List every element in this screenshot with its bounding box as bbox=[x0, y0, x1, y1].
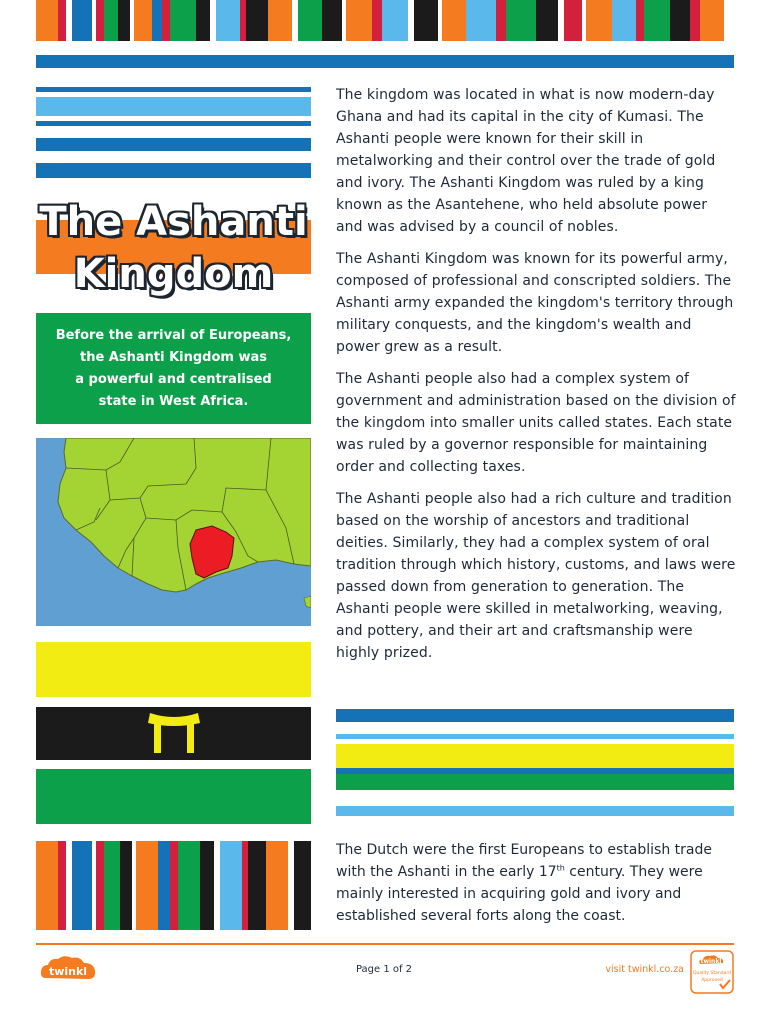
badge-line-1: Quality Standard bbox=[693, 971, 731, 976]
intro-text bbox=[56, 325, 292, 413]
stripe-blue-left-2 bbox=[36, 121, 311, 126]
stool-icon bbox=[36, 707, 311, 760]
intro-line: Before the arrival of Europeans, bbox=[55, 327, 292, 343]
paragraph bbox=[336, 839, 736, 927]
stripe-blue-top bbox=[36, 55, 734, 68]
dutch-paragraph bbox=[336, 839, 736, 927]
stripe-blue-left-3 bbox=[36, 138, 311, 151]
stripe-yellow-right bbox=[336, 744, 734, 768]
dutch-text-end: century. They were mainly interested in acquiring gold and ivory and established several forts along the coast. bbox=[336, 864, 703, 924]
badge-line-2: Approved bbox=[701, 978, 723, 983]
title-line-2: Kingdom bbox=[73, 251, 274, 297]
stripe-lightblue-right-1 bbox=[336, 734, 734, 739]
footer-divider bbox=[36, 943, 734, 945]
intro-line: a powerful and centralised bbox=[75, 371, 272, 387]
stripe-blue-right-1 bbox=[336, 709, 734, 722]
badge-title: twinkl bbox=[700, 958, 722, 965]
black-symbol-block bbox=[36, 707, 311, 760]
intro-line: the Ashanti Kingdom was bbox=[79, 349, 267, 365]
intro-box bbox=[36, 313, 311, 424]
stripe-green-block bbox=[36, 769, 311, 824]
dutch-text-start: The Dutch were the first Europeans to establish trade with the Ashanti in the early 17 bbox=[336, 842, 712, 880]
stripe-lightblue-left bbox=[36, 97, 311, 116]
stripe-green-right bbox=[336, 774, 734, 790]
paragraph: The Ashanti people also had a rich culture and tradition based on the worship of ancestors and traditional deities. Similarly, they had a complex system of oral tradition through which history, customs, and laws were passed down from generation to generation. The Ashanti people were skilled in metalworking, weaving, and pottery, and their art and craftsmanship were highly prized. bbox=[336, 491, 736, 661]
paragraph: The Ashanti people also had a complex system of government and administration based on the division of the kingdom into smaller units called states. Each state was ruled by a governor responsible for maintaining order and collecting taxes. bbox=[336, 371, 736, 475]
title-line-1: The Ashanti bbox=[39, 199, 308, 245]
quality-badge-svg bbox=[690, 950, 734, 994]
paragraph: The kingdom was located in what is now modern-day Ghana and had its capital in the city of Kumasi. The Ashanti people were known for their skill in metalworking and their control over the trade of gold and ivory. The Ashanti Kingdom was ruled by a king known as the Asantehene, who held absolute power and was advised by a council of nobles. bbox=[336, 87, 716, 235]
stripe-lightblue-right-2 bbox=[336, 806, 734, 816]
kente-bottom-band bbox=[36, 841, 311, 930]
west-africa-map bbox=[36, 438, 311, 626]
paragraph: The Ashanti Kingdom was known for its powerful army, composed of professional and conscripted soldiers. The Ashanti army expanded the kingdom's territory through military conquests, and the kingdom's wealth and power grew as a result. bbox=[336, 251, 734, 355]
body-text bbox=[336, 84, 736, 674]
twinkl-logo-icon bbox=[38, 952, 100, 988]
stripe-yellow-block bbox=[36, 642, 311, 697]
kente-top-band bbox=[36, 0, 734, 41]
page-number: Page 1 of 2 bbox=[355, 964, 413, 975]
intro-line: state in West Africa. bbox=[98, 393, 249, 409]
stripe-blue-left-4 bbox=[36, 163, 311, 178]
site-link[interactable]: visit twinkl.co.za bbox=[605, 964, 684, 975]
stripe-blue-left-1 bbox=[36, 87, 311, 92]
page-title bbox=[36, 196, 311, 300]
twinkl-logo[interactable] bbox=[38, 952, 100, 988]
ordinal-suffix: th bbox=[556, 863, 565, 873]
logo-text: twinkl bbox=[48, 965, 88, 978]
quality-badge-icon bbox=[690, 950, 734, 994]
map-image bbox=[36, 438, 311, 626]
